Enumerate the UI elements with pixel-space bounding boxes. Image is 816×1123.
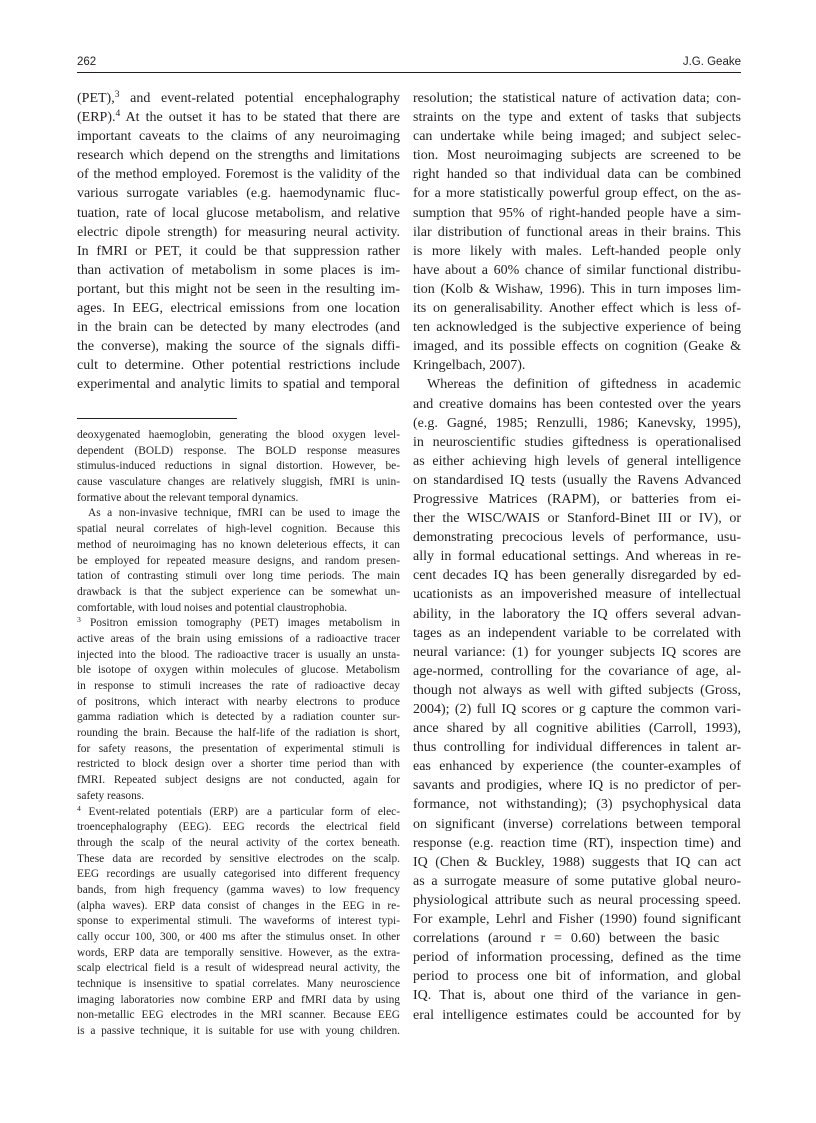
line-text: non-metallic EEG electrodes in the MRI scanner. Because EEG: [77, 1009, 400, 1022]
line-text: active areas of the brain using emissions of a radioactive tracer: [77, 632, 400, 645]
line-text: period of information processing, defined as the time: [413, 950, 741, 966]
text-line: [77, 616, 400, 632]
line-text: formative about the relevant temporal dynamics.: [77, 491, 299, 504]
line-text: of positrons, which interact with nearby electrons to produce: [77, 695, 400, 708]
text-segment: (ERP).: [77, 110, 116, 126]
text-line: [77, 108, 400, 127]
text-line: [413, 127, 741, 146]
text-line: [413, 585, 741, 604]
line-text: for a more statistically powerful group effect, on the as-: [413, 186, 741, 202]
line-text: be employed for repeated measure designs, and random presen-: [77, 554, 400, 567]
text-line: [413, 299, 741, 318]
line-text: physiological attribute such as neural processing speed.: [413, 892, 741, 908]
text-line: [77, 852, 400, 868]
text-line: [77, 280, 400, 299]
text-line: [77, 127, 400, 146]
text-line: [413, 280, 741, 299]
line-text: period to process one bit of information, and global: [413, 969, 741, 985]
text-line: [77, 242, 400, 261]
text-line: [413, 375, 741, 394]
line-text: EEG recordings are usually categorised into different frequency: [77, 868, 400, 881]
line-text: fMRI. Repeated subject designs are not conducted, again for: [77, 774, 400, 787]
text-line: [413, 242, 741, 261]
line-text: sponse to experimental stimuli. The waveforms of interest typi-: [77, 915, 400, 928]
footnote-marker: 3: [77, 615, 81, 624]
line-text: ble isotope of oxygen within molecules of glucose. Metabolism: [77, 664, 400, 677]
text-line: [413, 108, 741, 127]
text-line: [77, 663, 400, 679]
line-text: in neuroscientific studies giftedness is operationalised: [413, 434, 741, 450]
line-text: ucationists as an impoverished measure of intellectual: [413, 587, 741, 603]
line-text: [77, 108, 400, 127]
line-text: (e.g. Gagné, 1985; Renzulli, 1986; Kanevsky, 1995),: [413, 415, 741, 431]
text-line: [413, 89, 741, 108]
text-line: [413, 986, 741, 1005]
text-line: [413, 681, 741, 700]
line-text: IQ. That is, about one third of the variance in gen-: [413, 988, 741, 1004]
line-text: ilar distribution of functional areas in their brains. This: [413, 224, 741, 240]
line-text: ten acknowledged is the subjective experience of being: [413, 320, 741, 336]
line-text: than activation of metabolism in some places is im-: [77, 262, 400, 278]
text-line: [77, 1008, 400, 1024]
line-text: thus controlling for individual differences in talent ar-: [413, 740, 741, 756]
line-text: have about a 60% chance of similar functional distribu-: [413, 262, 741, 278]
text-line: [77, 977, 400, 993]
line-text: is more likely with males. Left-handed people only: [413, 243, 741, 259]
line-text: neural variance: (1) for younger subjects IQ scores are: [413, 644, 741, 660]
line-text: tion. Most neuroimaging subjects are screened to be: [413, 148, 741, 164]
line-text: injected into the blood. The radioactive tracer is usually an unsta-: [77, 648, 400, 661]
line-text: on significant (inverse) correlations between temporal: [413, 816, 741, 832]
left-column: [77, 89, 400, 395]
line-text: on standardised IQ tests (usually the Ravens Advanced: [413, 472, 741, 488]
line-text: drawback is that the subject experience can be somewhat un-: [77, 585, 400, 598]
line-text: As a non-invasive technique, fMRI can be used to image the: [88, 507, 400, 520]
line-text: restricted to block design over a shorter time period than with: [77, 758, 400, 771]
text-line: [413, 356, 741, 375]
text-line: [77, 459, 400, 475]
text-line: [77, 946, 400, 962]
line-text: cause vasculature changes are relatively sluggish, fMRI is unin-: [77, 476, 400, 489]
text-line: [77, 805, 400, 821]
text-line: [77, 522, 400, 538]
line-text: imaging laboratories now combine ERP and fMRI data by using: [77, 993, 400, 1006]
text-line: [77, 710, 400, 726]
paragraph: [77, 805, 400, 1040]
text-line: [77, 318, 400, 337]
text-line: [77, 679, 400, 695]
text-line: [413, 700, 741, 719]
line-text: Kringelbach, 2007).: [413, 358, 526, 374]
text-line: [77, 444, 400, 460]
line-text: research which depend on the strengths and limitations: [77, 148, 400, 164]
line-text: safety reasons.: [77, 789, 145, 802]
text-line: [413, 834, 741, 853]
paragraph: [77, 428, 400, 506]
line-text: (alpha waves). ERP data consist of changes in the EEG in re-: [77, 899, 400, 912]
text-line: [77, 204, 400, 223]
text-line: [413, 605, 741, 624]
line-text: [77, 805, 400, 821]
text-line: [77, 883, 400, 899]
line-text: as a surrogate measure of some putative global neuro-: [413, 873, 741, 889]
line-text: For example, Lehrl and Fisher (1990) found significant: [413, 912, 741, 928]
line-text: Whereas the definition of giftedness in academic: [427, 377, 741, 393]
text-line: [413, 261, 741, 280]
line-text: ages. In EEG, electrical emissions from one location: [77, 301, 400, 317]
text-line: [77, 726, 400, 742]
text-line: [413, 566, 741, 585]
footnote-marker: 4: [77, 803, 81, 813]
line-text: formance, not withstanding); (3) psychophysical data: [413, 797, 741, 813]
line-text: demonstrating precocious levels of performance, usu-: [413, 530, 741, 546]
line-text: IQ (Chen & Buckley, 1988) suggests that IQ can act: [413, 854, 741, 870]
line-text: dependent (BOLD) response. The BOLD response measures: [77, 444, 400, 457]
text-line: [413, 204, 741, 223]
line-text: tages as an independent variable to be correlated with: [413, 625, 741, 641]
text-line: [413, 318, 741, 337]
text-line: [413, 891, 741, 910]
line-text: stimulus-induced reductions in signal distortion. However, be-: [77, 460, 400, 473]
text-segment: Event-related potentials (ERP) are a particular form of elec-: [80, 805, 400, 818]
text-line: [413, 184, 741, 203]
text-line: [77, 223, 400, 242]
line-text: in the brain can be detected by many electrodes (and: [77, 320, 400, 336]
text-line: [77, 757, 400, 773]
line-text: as either achieving high levels of general intelligence: [413, 453, 741, 469]
line-text: ance shared by all cognitive abilities (Carroll, 1993),: [413, 721, 741, 737]
running-head: J.G. Geake: [682, 56, 741, 68]
footnote-rule: [77, 418, 237, 419]
text-line: [77, 773, 400, 789]
text-line: [413, 547, 741, 566]
line-text: for safety reasons, the presentation of experimental stimuli is: [77, 742, 400, 755]
text-line: [77, 184, 400, 203]
text-line: [413, 815, 741, 834]
line-text: ther the WISC/WAIS or Stanford-Binet III or IV), or: [413, 511, 741, 527]
text-segment: (PET),: [77, 91, 115, 106]
text-line: [77, 261, 400, 280]
line-text: important caveats to the claims of any neuroimaging: [77, 129, 400, 145]
paragraph: [77, 506, 400, 616]
text-line: [77, 993, 400, 1009]
text-line: [413, 433, 741, 452]
text-line: [77, 89, 400, 108]
line-text: cent decades IQ has been generally disregarded by ed-: [413, 568, 741, 584]
text-line: [77, 585, 400, 601]
line-text: is a passive technique, it is suitable for use with young children.: [77, 1025, 400, 1038]
line-text: These data are recorded by sensitive electrodes on the scalp.: [77, 852, 400, 865]
line-text: [77, 89, 400, 108]
line-text: 2004); (2) full IQ scores or g capture the common vari-: [413, 702, 741, 717]
line-text: of the method employed. Foremost is the validity of the: [77, 167, 400, 183]
line-text: ally in formal educational settings. And whereas in re-: [413, 549, 741, 565]
text-line: [77, 742, 400, 758]
line-text: Progressive Matrices (RAPM), or batteries from ei-: [413, 491, 741, 507]
line-text: resolution; the statistical nature of activation data; con-: [413, 91, 741, 106]
text-line: [77, 961, 400, 977]
line-text: sumption that 95% of right-handed people have a sim-: [413, 205, 741, 221]
line-text: imaged, and its possible effects on cognition (Geake &: [413, 339, 741, 355]
text-line: [77, 601, 400, 617]
text-line: [413, 738, 741, 757]
header-rule: [77, 72, 741, 73]
line-text: through the scalp of the neural activity of the cortex beneath.: [77, 836, 400, 849]
paragraph: [413, 375, 741, 1024]
line-text: scalp electrical field is a result of widespread neural activity, the: [77, 962, 400, 975]
line-text: cally occur 100, 300, or 400 ms after the stimulus onset. In other: [77, 931, 400, 943]
line-text: In fMRI or PET, it could be that suppression rather: [77, 243, 400, 259]
line-text: troencephalography (EEG). EEG records the electrical field: [77, 821, 400, 834]
text-line: [77, 789, 400, 805]
text-line: [77, 356, 400, 375]
text-line: [413, 395, 741, 414]
text-line: [77, 165, 400, 184]
text-line: [413, 1006, 741, 1025]
text-line: [77, 506, 400, 522]
text-line: [413, 757, 741, 776]
line-text: comfortable, with loud noises and potential claustrophobia.: [77, 601, 348, 614]
line-text: response (e.g. reaction time (RT), inspection time) and: [413, 835, 741, 851]
text-line: [77, 930, 400, 946]
text-line: [77, 820, 400, 836]
text-line: [77, 428, 400, 444]
line-text: experimental and analytic limits to spatial and temporal: [77, 377, 400, 393]
text-line: [413, 223, 741, 242]
text-segment: At the outset it has to be stated that there are: [120, 110, 400, 126]
text-line: [77, 538, 400, 554]
text-line: [413, 643, 741, 662]
line-text: and creative domains has been contested over the years: [413, 396, 741, 412]
text-line: [77, 146, 400, 165]
text-line: [77, 554, 400, 570]
line-text: deoxygenated haemoglobin, generating the blood oxygen level-: [77, 429, 400, 441]
text-line: [77, 337, 400, 356]
line-text: right handed so that individual data can be combined: [413, 167, 741, 183]
line-text: technique is insensitive to spatial correlates. Many neuroscience: [77, 978, 400, 991]
text-line: [77, 867, 400, 883]
line-text: tuation, rate of local glucose metabolism, and relative: [77, 205, 400, 221]
text-line: [77, 491, 400, 507]
line-text: its on generalisability. Another effect which is less of-: [413, 301, 741, 317]
text-line: [77, 569, 400, 585]
line-text: portant, but this might not be seen in the resulting im-: [77, 281, 400, 297]
text-line: [77, 375, 400, 394]
text-line: [77, 836, 400, 852]
text-line: [413, 967, 741, 986]
text-line: [413, 337, 741, 356]
text-line: [413, 452, 741, 471]
page-number: 262: [77, 56, 97, 68]
text-line: [77, 475, 400, 491]
text-line: [413, 414, 741, 433]
text-line: [413, 509, 741, 528]
line-text: tation of contrasting stimuli over long time periods. The main: [77, 570, 400, 583]
footnotes: [77, 428, 400, 1040]
line-text: straints on the type and extent of tasks that subjects: [413, 110, 741, 126]
text-line: [413, 146, 741, 165]
text-line: [77, 1024, 400, 1040]
line-text: gamma radiation which is detected by a radiation counter sur-: [77, 711, 400, 724]
text-line: [77, 695, 400, 711]
line-text: in response to stimuli increases the rate of radioactive decay: [77, 680, 400, 692]
line-text: rounding the brain. Because the half-life of the radiation is short,: [77, 727, 400, 740]
text-line: [77, 914, 400, 930]
line-text: ability, in the laboratory the IQ offers several advan-: [413, 606, 741, 622]
line-text: various surrogate variables (e.g. haemodynamic fluc-: [77, 186, 400, 202]
line-text: the converse), making the source of the signals diffi-: [77, 339, 400, 355]
text-line: [77, 632, 400, 648]
line-text: eral intelligence estimates could be accounted for by: [413, 1007, 741, 1023]
text-line: [413, 471, 741, 490]
line-text: method of neuroimaging has no known deleterious effects, it can: [77, 538, 400, 551]
text-segment: Positron emission tomography (PET) images metabolism in: [80, 617, 400, 630]
text-line: [413, 948, 741, 967]
text-line: [77, 299, 400, 318]
paragraph: [77, 89, 400, 395]
text-line: [413, 910, 741, 929]
text-segment: and event-related potential encephalography: [119, 91, 400, 106]
footnote-marker: 3: [114, 89, 120, 100]
line-text: spatial neural correlates of high-level cognition. Because this: [77, 523, 400, 536]
line-text: age-normed, controlling for the covariance of age, al-: [413, 663, 741, 679]
text-line: [77, 899, 400, 915]
paragraph: [413, 89, 741, 375]
line-text: savants and prodigies, where IQ is no predictor of per-: [413, 778, 741, 794]
text-line: [77, 648, 400, 664]
text-line: [413, 662, 741, 681]
text-line: [413, 719, 741, 738]
line-text: can undertake while being imaged; and subject selec-: [413, 129, 741, 145]
text-line: [413, 624, 741, 643]
text-line: [413, 872, 741, 891]
line-text: [77, 616, 400, 632]
text-line: [413, 853, 741, 872]
line-text: words, ERP data are temporally sensitive. However, as the extra-: [77, 946, 400, 959]
text-line: [413, 795, 741, 814]
line-text: electric dipole strength) for measuring neural activity.: [77, 224, 400, 240]
text-line: [413, 490, 741, 509]
right-column: [413, 89, 741, 1025]
line-text: eas enhanced by experience (the counter-examples of: [413, 759, 741, 775]
text-line: [413, 929, 741, 948]
paragraph: [77, 616, 400, 804]
text-line: [413, 776, 741, 795]
text-line: [413, 165, 741, 184]
line-text: tion (Kolb & Wishaw, 1996). This in turn imposes lim-: [413, 281, 741, 297]
text-line: [413, 528, 741, 547]
footnote-marker: 4: [115, 108, 121, 119]
line-text: bands, from high frequency (gamma waves) to low frequency: [77, 883, 400, 896]
line-text: cult to determine. Other potential restrictions include: [77, 358, 400, 374]
line-text: correlations (around r = 0.60) between the basic: [413, 931, 720, 947]
line-text: though not always as well with gifted subjects (Gross,: [413, 682, 741, 698]
